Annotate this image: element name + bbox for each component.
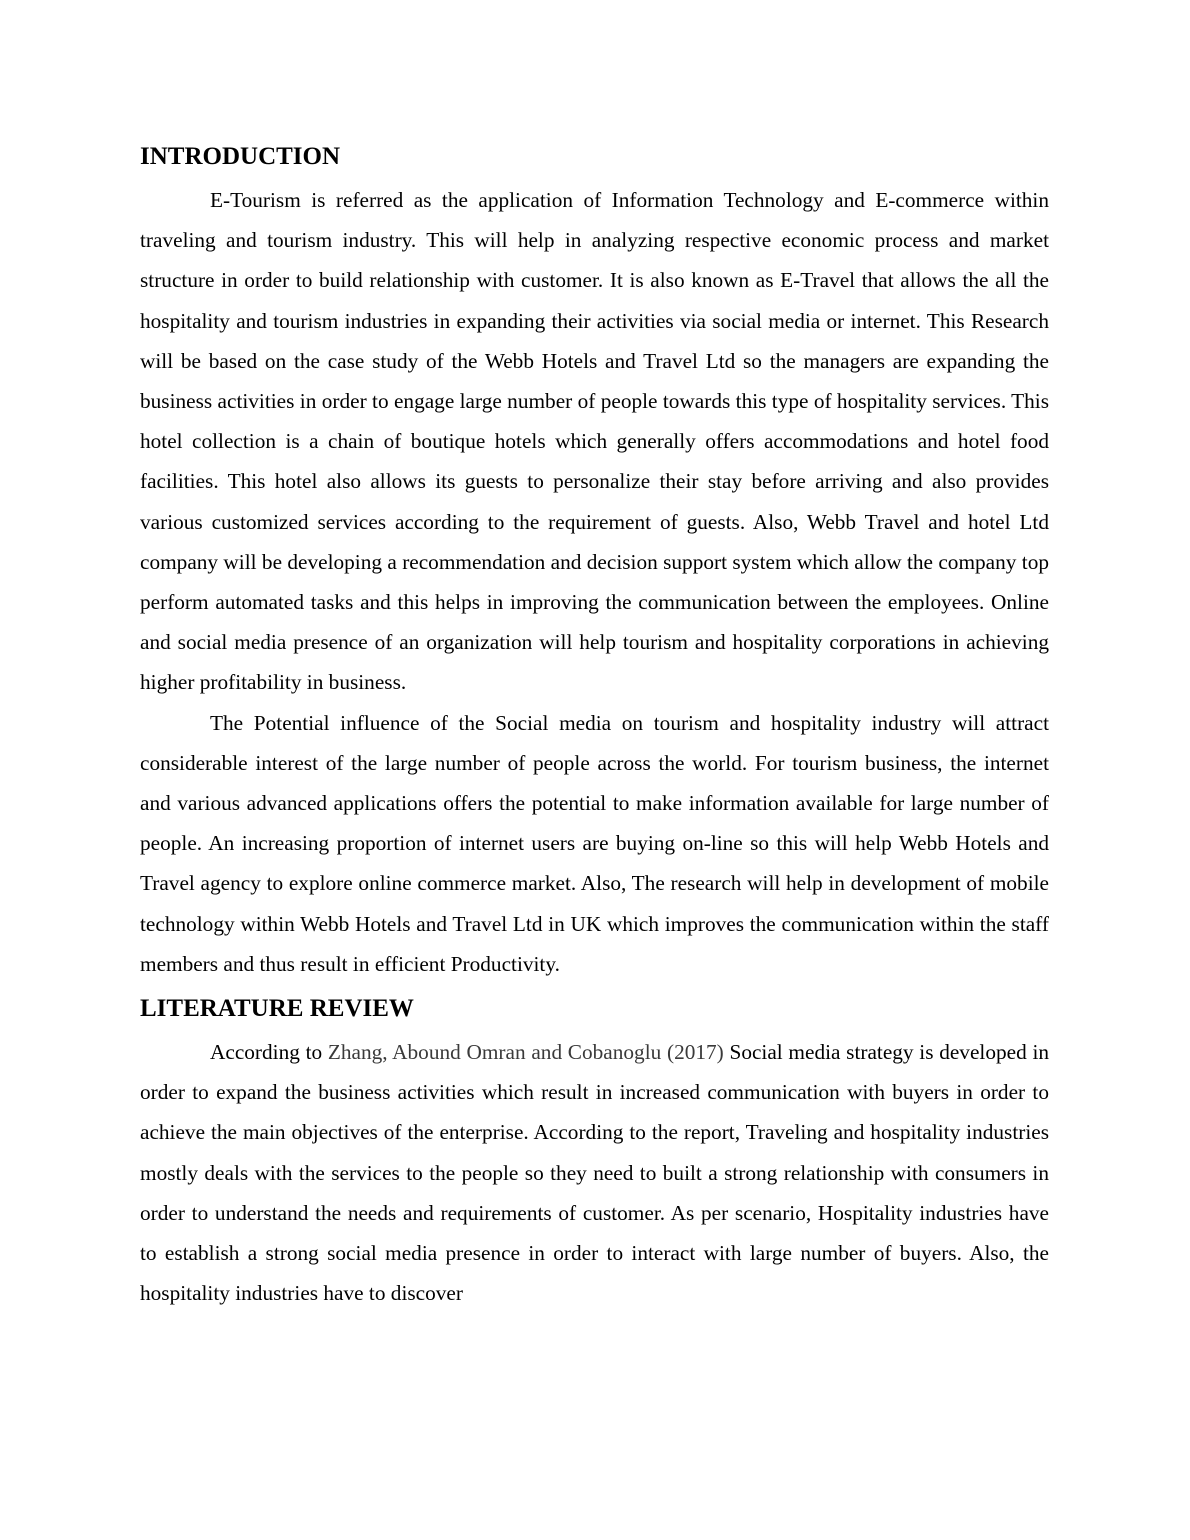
literature-review-paragraph (140, 1032, 1049, 1313)
introduction-heading: INTRODUCTION (140, 143, 341, 170)
literature-review-body-text: Social media strategy is developed in order to expand the business activities which result in increased communication with buyers in order to achieve the main objectives of the enterprise. According to the report, Traveling and hospitality industries mostly deals with the services to the people so they need to built a strong relationship with consumers in order to understand the needs and requirements of customer. As per scenario, Hospitality industries have to establish a strong social media presence in order to interact with large number of buyers. Also, the hospitality industries have to discover (140, 1040, 1050, 1306)
citation-reference: Zhang, Abound Omran and Cobanoglu (2017) (327, 1040, 724, 1065)
document-page (140, 140, 1049, 1313)
introduction-paragraph-2: The Potential influence of the Social media on tourism and hospitality industry will attract considerable interest of the large number of people across the world. For tourism business, the internet and various advanced applications offers the potential to make information available for large number of people. An increasing proportion of internet users are buying on-line so this will help Webb Hotels and Travel agency to explore online commerce market. Also, The research will help in development of mobile technology within Webb Hotels and Travel Ltd in UK which improves the communication within the staff members and thus result in efficient Productivity. (140, 710, 1049, 976)
literature-review-heading: LITERATURE REVIEW (140, 995, 414, 1023)
literature-review-lead-text: According to (210, 1040, 328, 1065)
introduction-paragraph-1: E-Tourism is referred as the application of Information Technology and E-commerce within traveling and tourism industry. This will help in analyzing respective economic process and market structure in order to build relationship with customer. It is also known as E-Travel that allows the all the hospitality and tourism industries in expanding their activities via social media or internet. This Research will be based on the case study of the Webb Hotels and Travel Ltd so the managers are expanding the business activities in order to engage large number of people towards this type of hospitality services. This hotel collection is a chain of boutique hotels which generally offers accommodations and hotel food facilities. This hotel also allows its guests to personalize their stay before arriving and also provides various customized services according to the requirement of guests. Also, Webb Travel and hotel Ltd company will be developing a recommendation and decision support system which allow the company top perform automated tasks and this helps in improving the communication between the employees. Online and social media presence of an organization will help tourism and hospitality corporations in achieving higher profitability in business. (140, 188, 1049, 695)
